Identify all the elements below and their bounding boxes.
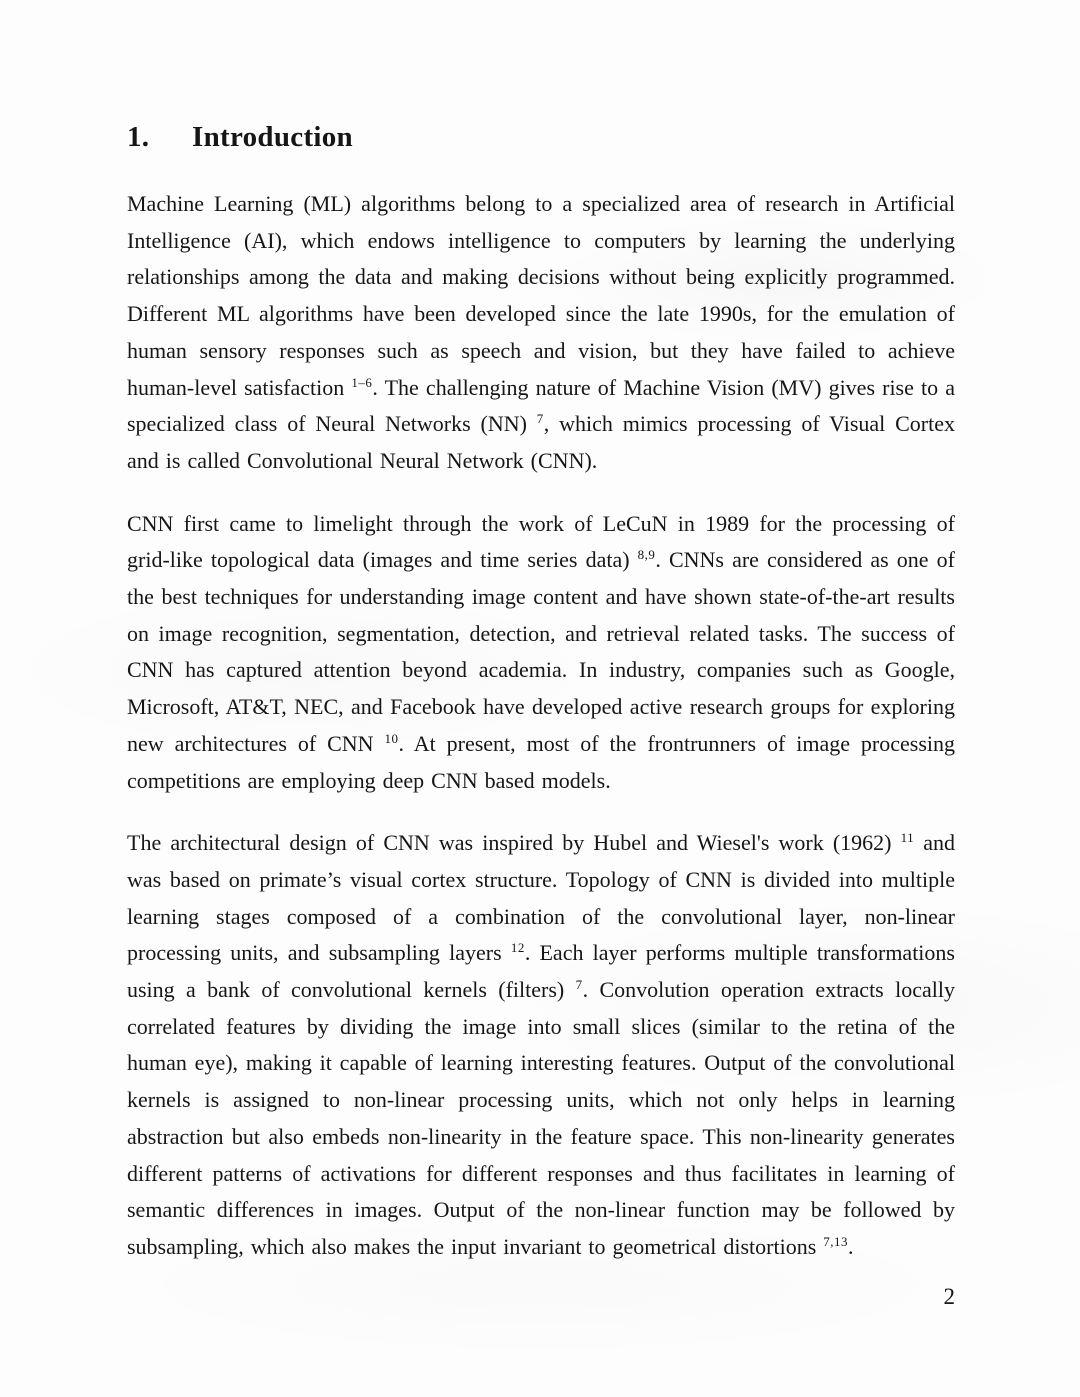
citation-superscript: 11	[900, 830, 915, 846]
citation-superscript: 1–6	[351, 374, 373, 390]
paragraph: Machine Learning (ML) algorithms belong to a specialized area of research in Artificial Intelligence (AI), which endows intelligence to computers by learning the underlying relationships among the data and making decisions without being explicitly programmed. Different ML algorithms have been developed since the late 1990s, for the emulation of human sensory responses such as speech and vision, but they have failed to achieve human-level satisfaction $^{1-6}$. The challenging nature of Machine Vision (MV) gives rise to a specialized class of Neural Networks (NN) $^7$, which mimics processing of Visual Cortex and is called Convolutional Neural Network (CNN).	[127, 191, 955, 473]
page-number: 2	[943, 1284, 955, 1309]
section-number: 1.	[127, 121, 150, 153]
citation-superscript: 8,9	[637, 547, 656, 563]
citation-superscript: 12	[510, 940, 525, 956]
paragraph: CNN first came to limelight through the work of LeCuN in 1989 for the processing of grid-like topological data (images and time series data) $^{8,9}$. CNNs are considered as one of the best techniques for understanding image content and have shown state-of-the-art results on image recognition, segmentation, detection, and retrieval related tasks. The success of CNN has captured attention beyond academia. In industry, companies such as Google, Microsoft, AT&T, NEC, and Facebook have developed active research groups for exploring new architectures of CNN $^{10}$. At present, most of the frontrunners of image processing competitions are employing deep CNN based models.	[127, 510, 956, 793]
citation-superscript: 10	[384, 730, 399, 746]
body-paragraphs	[127, 186, 955, 1266]
page-content	[127, 120, 955, 1292]
section-heading	[127, 120, 955, 154]
paragraph: The architectural design of CNN was inspired by Hubel and Wiesel's work (1962) $^{11}$ and was based on primate’s visual cortex structure. Topology of CNN is divided into multiple learning stages composed of a combination of the convolutional layer, non-linear processing units, and subsampling layers $^{12}$. Each layer performs multiple transformations using a bank of convolutional kernels (filters) $^7$. Convolution operation extracts locally correlated features by dividing the image into small slices (similar to the retina of the human eye), making it capable of learning interesting features. Output of the convolutional kernels is assigned to non-linear processing units, which not only helps in learning abstraction but also embeds non-linearity in the feature space. This non-linearity generates different patterns of activations for different responses and thus facilitates in learning of semantic differences in images. Output of the non-linear function may be followed by subsampling, which also makes the input invariant to geometrical distortions $^{7,13}$.	[127, 830, 956, 1259]
section-title: Introduction	[192, 121, 353, 153]
citation-superscript: 7,13	[823, 1233, 849, 1249]
citation-superscript: 7	[536, 411, 544, 427]
citation-superscript: 7	[575, 977, 583, 993]
